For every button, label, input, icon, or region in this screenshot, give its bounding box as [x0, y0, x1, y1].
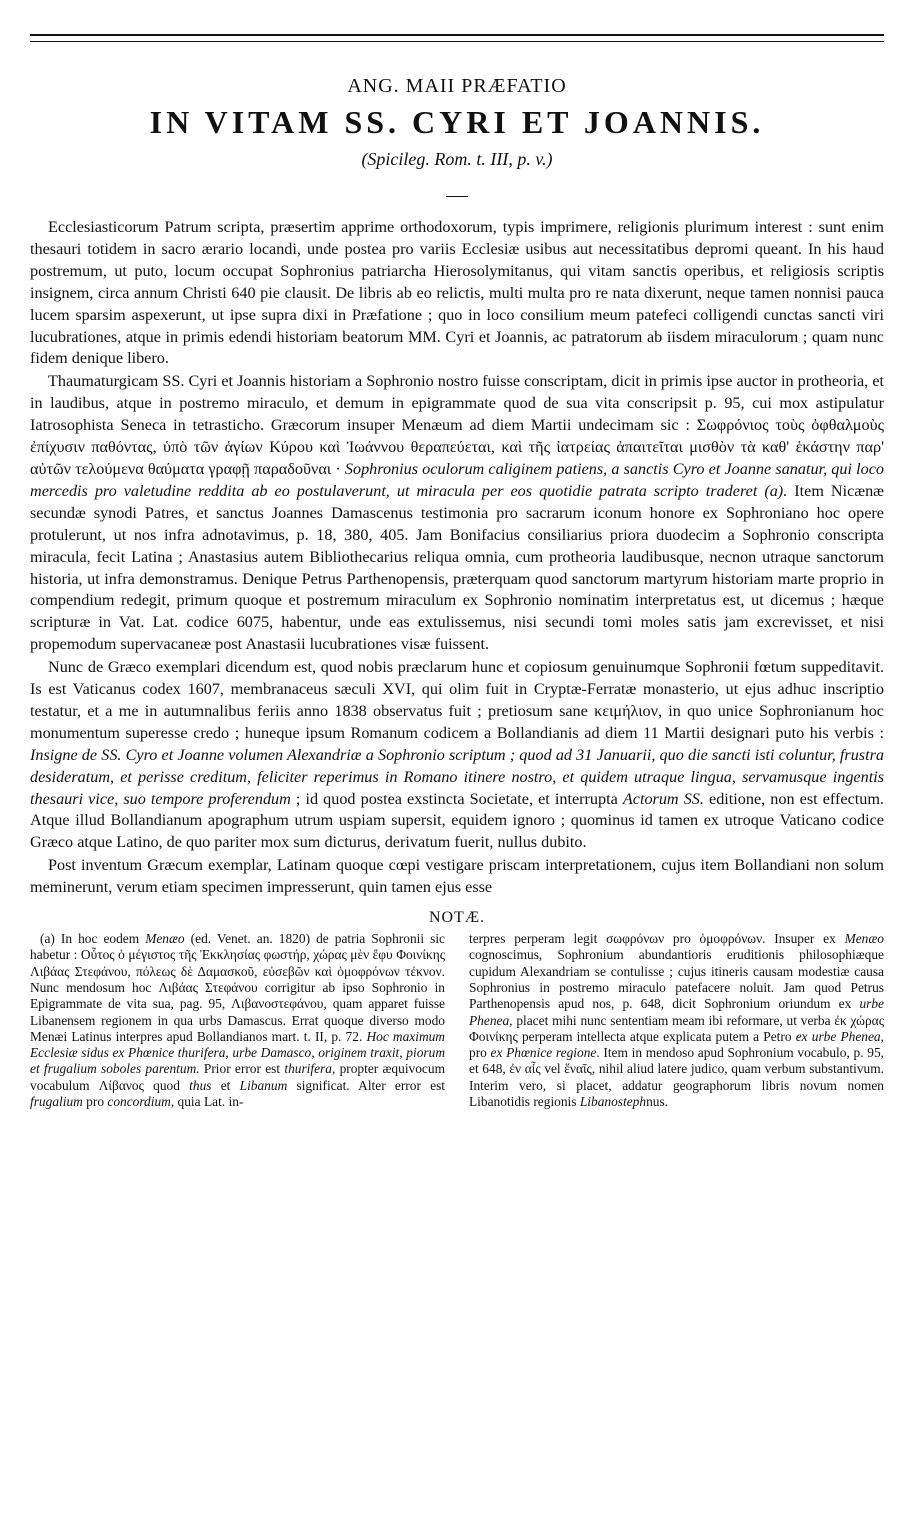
footnote-text — [469, 931, 884, 1110]
text-run: , quia Lat. in- — [170, 1094, 244, 1110]
page-title: IN VITAM SS. CYRI ET JOANNIS. — [149, 104, 765, 140]
italic-run: Sophronius oculorum caliginem patiens, a sanctis Cyro et Joanne sanatur, qui loco mercedis pro valetudine reddita ab eo postulaverunt, ut miracula per eos quotidie patrata scripto traderet (a). — [30, 459, 884, 500]
text-run: pro — [82, 1094, 108, 1110]
paragraph: Ecclesiasticorum Patrum scripta, præsertim apprime orthodoxorum, typis imprimere, religionis plurimum interest : sunt enim thesauri totidem in sacro ærario locandi, unde postea pro variis Ecclesiæ usibus aut necessitatibus depromi queant. In his haud postremum, ut puto, locum occupat Sophronius patriarcha Hierosolymitanus, qui vitam sanctis operibus, et religiosis scriptis insignem, circa annum Christi 640 pie clausit. De libris ab eo relictis, multi multa pro re nata dixerunt, neque tamen nonnisi pauca lucem sparsim aspexerunt, ut ipse supra dixi in Præfatione ; quo in loco consilium meum patefeci colligendi cunctas sancti viri lucubrationes, atque in primis edendi historiam beatorum MM. Cyri et Joannis, ac patratorum ab iisdem miraculorum ; quam nunc fidem denique libero. — [30, 218, 884, 368]
italic-run: frugalium — [30, 1094, 83, 1110]
italic-run: concordium — [107, 1094, 171, 1110]
text-run: terpres perperam legit σωφρόνων pro ὁμοφρόνων. Insuper ex — [469, 931, 845, 947]
source-citation: (Spicileg. Rom. t. III, p. v.) — [361, 149, 553, 169]
italic-run: Actorum SS. — [622, 789, 704, 808]
paragraph: Post inventum Græcum exemplar, Latinam quoque cœpi vestigare priscam interpretationem, cujus item Bollandiani non solum meminerunt, verum etiam specimen impresserunt, quin tamen ejus esse — [30, 856, 884, 897]
footnotes — [30, 931, 884, 1110]
italic-run: thurifera — [284, 1061, 332, 1077]
text-run: editione, non est effectum. Atque illud Bollandianum apographum utrum uspiam supersit, equidem ignoro ; quominus id tamen ex utroque Vaticano codice Græco atque Latino, de quo pariter mox sum dicturus, derivatum fuerit, nullus dubito. — [30, 789, 884, 852]
footnote-column-right — [469, 931, 884, 1110]
text-run: Prior error est — [199, 1061, 285, 1077]
paragraph — [30, 371, 884, 656]
top-rule — [30, 34, 884, 42]
text-run: et — [211, 1077, 240, 1093]
running-head: ANG. MAII PRÆFATIO — [347, 75, 567, 97]
text-run: Item Nicænæ secundæ synodi Patres, et sanctus Joannes Damascenus testimonia pro sacrarum iconum honore ex Sophroniano hoc opere protulerunt, ut nos infra adnotavimus, p. 18, 380, 405. Jam Bonifacius consiliarius priora duodecim a Sophronio conscripta miracula, fecit Latina ; Anastasius autem Bibliothecarius reliqua omnia, cum protheoria laudibusque, necnon utraque sanctorum historia, ut infra demonstramus. Denique Petrus Parthenopensis, præterquam quod sanctorum martyrum historiam marte proprio in compendium redegit, primum quoque et postremum miraculum ex Sophronio nominatim interpretatus est, ut dicemus ; hæque scripturæ in Vat. Lat. codice 6075, habentur, unde eas extulissemus, nisi secundi tomi moles satis jam excrevisset, et nisi propemodum supervacaneæ post Anastasii lucubrationes visæ fuissent. — [30, 481, 884, 654]
italic-run: Hoc maximum Ecclesiæ sidus ex Phœnice thurifera, urbe Damasco, originem traxit, piorum et frugalium soboles parentum. — [30, 1028, 445, 1077]
italic-run: thus — [189, 1077, 212, 1093]
text-run: Nunc de Græco exemplari dicendum est, quod nobis præclarum hunc et copiosum genuinumque Sophronii fœtum suppeditavit. Is est Vaticanus codex 1607, membranaceus sæculi XVI, qui olim fuit in Cryptæ-Ferratæ monasterio, ut ejus adhuc inscriptio testatur, et a me in autumnalibus feriis anno 1838 observatus fuit ; pretiosum sane κειμήλιον, in quo unice Sophronianum hoc monumentum superesse credo ; huneque ipsum Romanum codicem a Bollandianis ad diem 11 Martii designari puto his verbis : — [30, 658, 884, 742]
italic-run: Libanosteph — [579, 1094, 647, 1110]
text-run: Thaumaturgicam SS. Cyri et Joannis historiam a Sophronio nostro fuisse conscriptam, dicit in primis ipse auctor in protheoria, et in laudibus, atque in postremo miraculo, et demum in epigrammate quod de sua vita conscripsit p. 95, cui mox astipulatur Iatrosophista Seneca in tetrasticho. Græcorum insuper Menæum ad diem Martii undecimam sic : Σωφρόνιος τοὺς ὀφθαλμοὺς ἐπίχυσιν παθόντας, ὑπὸ τῶν ἁγίων Κύρου καὶ Ἰωάννου θεραπεύεται, καὶ τῆς ἰατρείας ἀπαιτεῖται μισθὸν τὰ καθ' ἑκάστην παρ' αὐτῶν τελούμενα θαύματα γραφῇ παραδοῦναι · — [30, 372, 884, 478]
notes-heading: NOTÆ. — [428, 909, 486, 927]
text-run: , pro — [469, 1028, 884, 1061]
short-divider — [446, 196, 468, 197]
footnote-column-left — [30, 931, 445, 1110]
footnote-text — [30, 931, 445, 1110]
text-run: significat. Alter error est — [287, 1077, 446, 1093]
text-run: (ed. Venet. an. 1820) de patria Sophronii sic habetur : Οὗτος ὁ μέγιστος τῆς Ἐκκλησίας φωστήρ, χώρας μὲν ἔφυ Φοινίκης Λιβάας Στεφάνου, πόλεως δὲ Δαμασκοῦ, εὐσεβῶν καὶ ὁμοφρόνων τέκνον. Nunc mendosum hoc Λιβάας Στεφάνου corrigitur ab ipso Sophronio in Epigrammate de vita sua, pag. 95, Λιβανοστεφάνου, quam apparet fuisse Libanensem regionem in qua urbs Damascus. Errat quoque diverso modo Menæi Latinus interpres apud Bollandianos mart. t. II, p. 72. — [30, 931, 446, 1044]
text-run: cognoscimus, Sophronium abundantioris eruditionis philosophiæque cupidum Alexandriam se contulisse ; cujus itineris causam modestiæ causa Sophronius in postremo miraculo patefacere noluit. Jam quod Petrus Parthenopensis apud nos, p. 648, dicit Sophronium oriundum ex — [469, 947, 884, 1012]
text-run: , propter æquivocum vocabulum Λίβανος quod — [30, 1061, 445, 1093]
italic-run: Libanum — [239, 1077, 288, 1093]
page — [30, 34, 884, 1110]
italic-run: Menæo — [844, 931, 884, 947]
text-run: ; id quod postea exstincta Societate, et interrupta — [290, 789, 623, 808]
italic-run: Insigne de SS. Cyro et Joanne volumen Alexandriæ a Sophronio scriptum ; quod ad 31 Januarii, quo die sancti isti coluntur, frustra desideratum, et perisse creditum, feliciter reperimus in Romano itinere nostro, et quidem utraque lingua, servamusque ingentis thesauri vice, suo tempore proferendum — [30, 745, 884, 808]
italic-run: ex urbe Phenea — [795, 1028, 881, 1044]
text-run: , placet mihi nunc sententiam meam ibi reformare, ut verba ἐκ χώρας Φοινίκης perperam intellecta atque explicata putem a Petro — [469, 1012, 884, 1044]
paragraph — [30, 657, 884, 854]
italic-run: Menæo — [145, 931, 185, 947]
text-run: (a) In hoc eodem — [40, 931, 146, 947]
preface-body — [30, 217, 884, 899]
text-run: . Item in mendoso apud Sophronium vocabulo, p. 95, et 648, ἐν αἷς vel ἕναῖς, nihil aliud latere judico, quam verbum substantivum. Interim vero, si placet, addatur geographorum libris novum nomen Libanotidis regionis — [469, 1045, 884, 1110]
italic-run: ex Phœnice regione — [490, 1045, 597, 1061]
italic-run: urbe Phenea — [469, 996, 884, 1028]
text-run: nus. — [646, 1094, 669, 1110]
